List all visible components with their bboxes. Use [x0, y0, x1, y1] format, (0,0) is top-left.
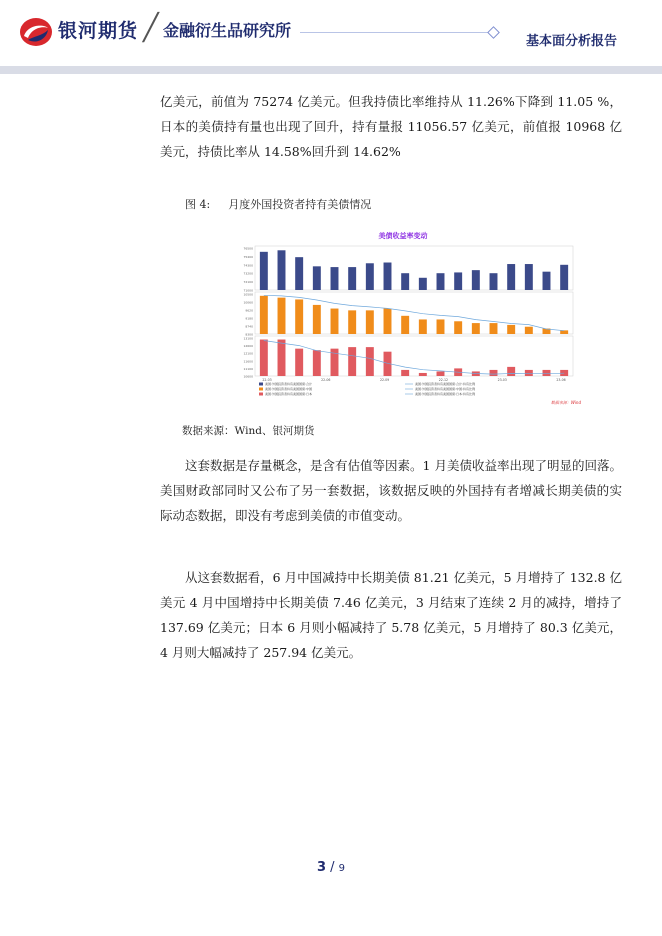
legend-line-label-japan: 美国:外国投资者持有美国国债:日本:持有比例: [415, 392, 476, 396]
bar-japan-15: [525, 370, 533, 376]
header-separator: ╱: [143, 13, 159, 43]
y-tick-total-2: 73200: [243, 271, 253, 276]
y-tick-china-5: 10500: [243, 292, 253, 297]
bar-china-2: [295, 299, 303, 334]
paragraph-flows: 从这套数据看，6 月中国减持中长期美债 81.21 亿美元，5 月增持了 132.8 亿美元 4 月中国增持中长期美债 7.46 亿美元，3 月结束了连续 2 月的减持，增持了 137.69 亿美元；日本 6 月则小幅减持了 5.78 亿美元，5 月增持了 80.3 亿美元，4 月则大幅减持了 257.94 亿美元。: [160, 570, 622, 660]
bar-china-0: [260, 296, 268, 334]
galaxy-futures-logo-icon: [18, 16, 54, 48]
bar-china-9: [419, 319, 427, 334]
bar-china-5: [348, 310, 356, 334]
bar-total-14: [507, 264, 515, 290]
bar-total-9: [419, 278, 427, 290]
bar-total-7: [384, 263, 392, 290]
bar-japan-14: [507, 367, 515, 376]
legend-line-label-china: 美国:外国投资者持有美国国债:中国:持有比例: [415, 387, 476, 391]
bar-china-4: [331, 309, 339, 334]
bar-japan-16: [543, 370, 551, 376]
bar-china-3: [313, 305, 321, 334]
bar-china-7: [384, 309, 392, 334]
x-tick-label: 22-06: [321, 378, 331, 382]
bar-japan-9: [419, 373, 427, 376]
diamond-icon: [487, 26, 500, 39]
bar-total-0: [260, 252, 268, 290]
legend-swatch-china: [259, 388, 263, 391]
legend-label-total: 美国:外国投资者持有美国国债:合计: [265, 382, 313, 386]
bar-total-2: [295, 257, 303, 290]
legend-swatch-japan: [259, 393, 263, 396]
report-type: 基本面分析报告: [526, 34, 618, 49]
treasury-holdings-chart: [225, 228, 590, 410]
y-tick-china-4: 10060: [243, 300, 253, 305]
y-tick-total-4: 75400: [243, 254, 253, 259]
figure-source: 数据来源：Wind、银河期货: [182, 425, 315, 437]
bar-china-14: [507, 325, 515, 334]
legend-line-label-total: 美国:外国投资者持有美国国债:合计:持有比例: [415, 382, 476, 386]
y-tick-total-0: 71000: [243, 288, 253, 293]
x-tick-label: 23-06: [556, 378, 566, 382]
bar-china-8: [401, 316, 409, 334]
bar-total-1: [278, 250, 286, 290]
total-pages: 9: [338, 863, 346, 874]
bar-total-10: [437, 273, 445, 290]
page-separator: /: [330, 860, 335, 875]
bar-total-12: [472, 270, 480, 290]
bar-total-15: [525, 264, 533, 290]
institute-name: 金融衍生品研究所: [163, 21, 292, 40]
y-tick-china-3: 9620: [245, 308, 253, 313]
bar-total-16: [543, 272, 551, 290]
y-tick-total-5: 76500: [243, 246, 253, 251]
y-tick-china-1: 8740: [245, 324, 253, 329]
paragraph-continued: 亿美元，前值为 75274 亿美元。但我持债比率维持从 11.26%下降到 11.05 %，日本的美债持有量也出现了回升，持有量报 11056.57 亿美元，前值报 10968 亿美元，持债比率从 14.58%回升到 14.62%: [160, 94, 622, 159]
bar-china-12: [472, 323, 480, 334]
x-tick-label: 22-12: [438, 378, 449, 382]
bar-japan-8: [401, 370, 409, 376]
y-tick-japan-1: 11100: [243, 366, 253, 371]
bar-japan-0: [260, 340, 268, 376]
x-tick-label: 22-09: [379, 378, 390, 382]
figure-number: 图 4:: [185, 198, 211, 211]
x-tick-label: 22-03: [262, 378, 272, 382]
legend-label-china: 美国:外国投资者持有美国国债:中国: [265, 387, 313, 391]
brand-name: 银河期货: [58, 20, 139, 42]
bar-china-13: [490, 323, 498, 334]
bar-total-3: [313, 266, 321, 290]
bar-total-8: [401, 273, 409, 290]
bar-japan-3: [313, 350, 321, 376]
bar-china-15: [525, 327, 533, 334]
bar-japan-5: [348, 347, 356, 376]
bar-total-11: [454, 272, 462, 290]
paragraph-valuation: 这套数据是存量概念，是含有估值等因素。1 月美债收益率出现了明显的回落。美国财政部同时又公布了另一套数据，该数据反映的外国持有者增减长期美债的实际动态数据，即没有考虑到美债的市值变动。: [160, 458, 622, 523]
page-header: [0, 0, 662, 66]
bar-china-10: [437, 319, 445, 334]
bar-japan-1: [278, 340, 286, 376]
y-tick-japan-5: 13100: [243, 336, 253, 341]
header-rule: [300, 32, 490, 33]
bar-total-4: [331, 267, 339, 290]
header-band: [0, 66, 662, 74]
bar-total-6: [366, 263, 374, 290]
figure-title: 月度外国投资者持有美债情况: [228, 198, 372, 211]
y-tick-total-1: 72100: [243, 280, 253, 285]
bar-total-5: [348, 267, 356, 290]
bar-china-6: [366, 310, 374, 334]
bar-total-13: [490, 273, 498, 290]
bar-japan-6: [366, 347, 374, 376]
current-page: 3: [316, 860, 326, 875]
x-tick-label: 23-03: [497, 378, 507, 382]
page-number: [0, 860, 662, 875]
y-tick-japan-0: 10600: [243, 374, 253, 379]
legend-label-japan: 美国:外国投资者持有美国国债:日本: [265, 392, 313, 396]
bar-japan-13: [490, 370, 498, 376]
bar-china-1: [278, 298, 286, 334]
bar-china-11: [454, 321, 462, 334]
y-tick-japan-4: 12600: [243, 344, 253, 349]
y-tick-japan-3: 12100: [243, 351, 253, 356]
bar-japan-2: [295, 349, 303, 376]
chart-source-label: 数据来源：Wind: [550, 400, 581, 405]
figure-caption: [185, 196, 371, 212]
y-tick-total-3: 74300: [243, 263, 253, 268]
y-tick-china-2: 9180: [245, 316, 253, 321]
chart-title: 美债收益率变动: [378, 232, 428, 240]
y-tick-china-0: 8300: [245, 332, 253, 337]
bar-total-17: [560, 265, 568, 290]
bar-japan-10: [437, 371, 445, 376]
y-tick-japan-2: 11600: [243, 359, 253, 364]
legend-swatch-total: [259, 383, 263, 386]
